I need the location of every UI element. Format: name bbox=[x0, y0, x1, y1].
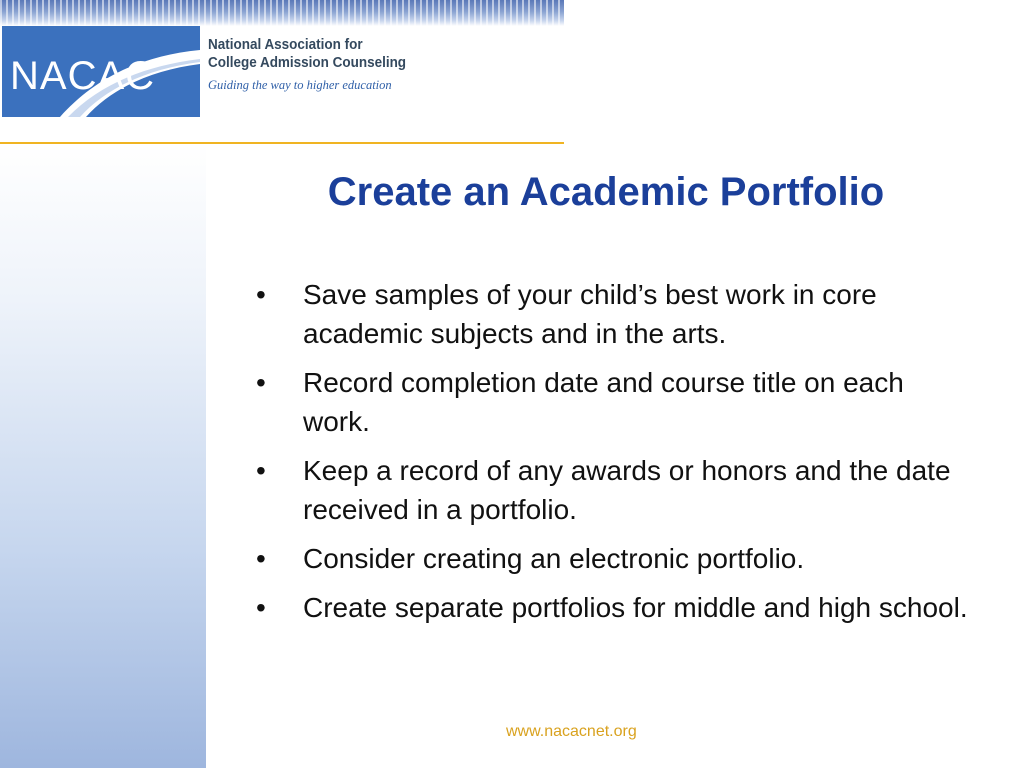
bullet-item bbox=[256, 363, 976, 441]
bullet-icon: • bbox=[256, 279, 266, 310]
bullet-icon: • bbox=[256, 543, 266, 574]
bullet-text: Save samples of your child’s best work in core academic subjects and in the arts. bbox=[303, 279, 877, 349]
bullet-item bbox=[256, 588, 976, 627]
bullet-text: Consider creating an electronic portfolio. bbox=[303, 543, 805, 574]
organization-name bbox=[208, 36, 406, 72]
bullet-text: Record completion date and course title on each work. bbox=[303, 367, 904, 437]
header-stripe bbox=[0, 0, 564, 26]
slide-title: Create an Academic Portfolio bbox=[327, 170, 885, 214]
footer-url: www.nacacnet.org bbox=[506, 723, 637, 740]
bullet-icon: • bbox=[256, 367, 266, 398]
bullet-list bbox=[256, 275, 976, 637]
bullet-text: Keep a record of any awards or honors and the date received in a portfolio. bbox=[303, 455, 951, 525]
bullet-item bbox=[256, 275, 976, 353]
bullet-icon: • bbox=[256, 455, 266, 486]
bullet-icon: • bbox=[256, 592, 266, 623]
left-gradient-panel bbox=[0, 144, 206, 768]
bullet-item bbox=[256, 451, 976, 529]
org-name-line-1: National Association for bbox=[208, 37, 363, 53]
logo-wordmark: NACAC bbox=[10, 54, 156, 98]
bullet-text: Create separate portfolios for middle and high school. bbox=[303, 592, 968, 623]
nacac-logo bbox=[2, 26, 200, 117]
tagline: Guiding the way to higher education bbox=[208, 78, 392, 92]
bullet-item bbox=[256, 539, 976, 578]
org-name-line-2: College Admission Counseling bbox=[208, 55, 407, 71]
